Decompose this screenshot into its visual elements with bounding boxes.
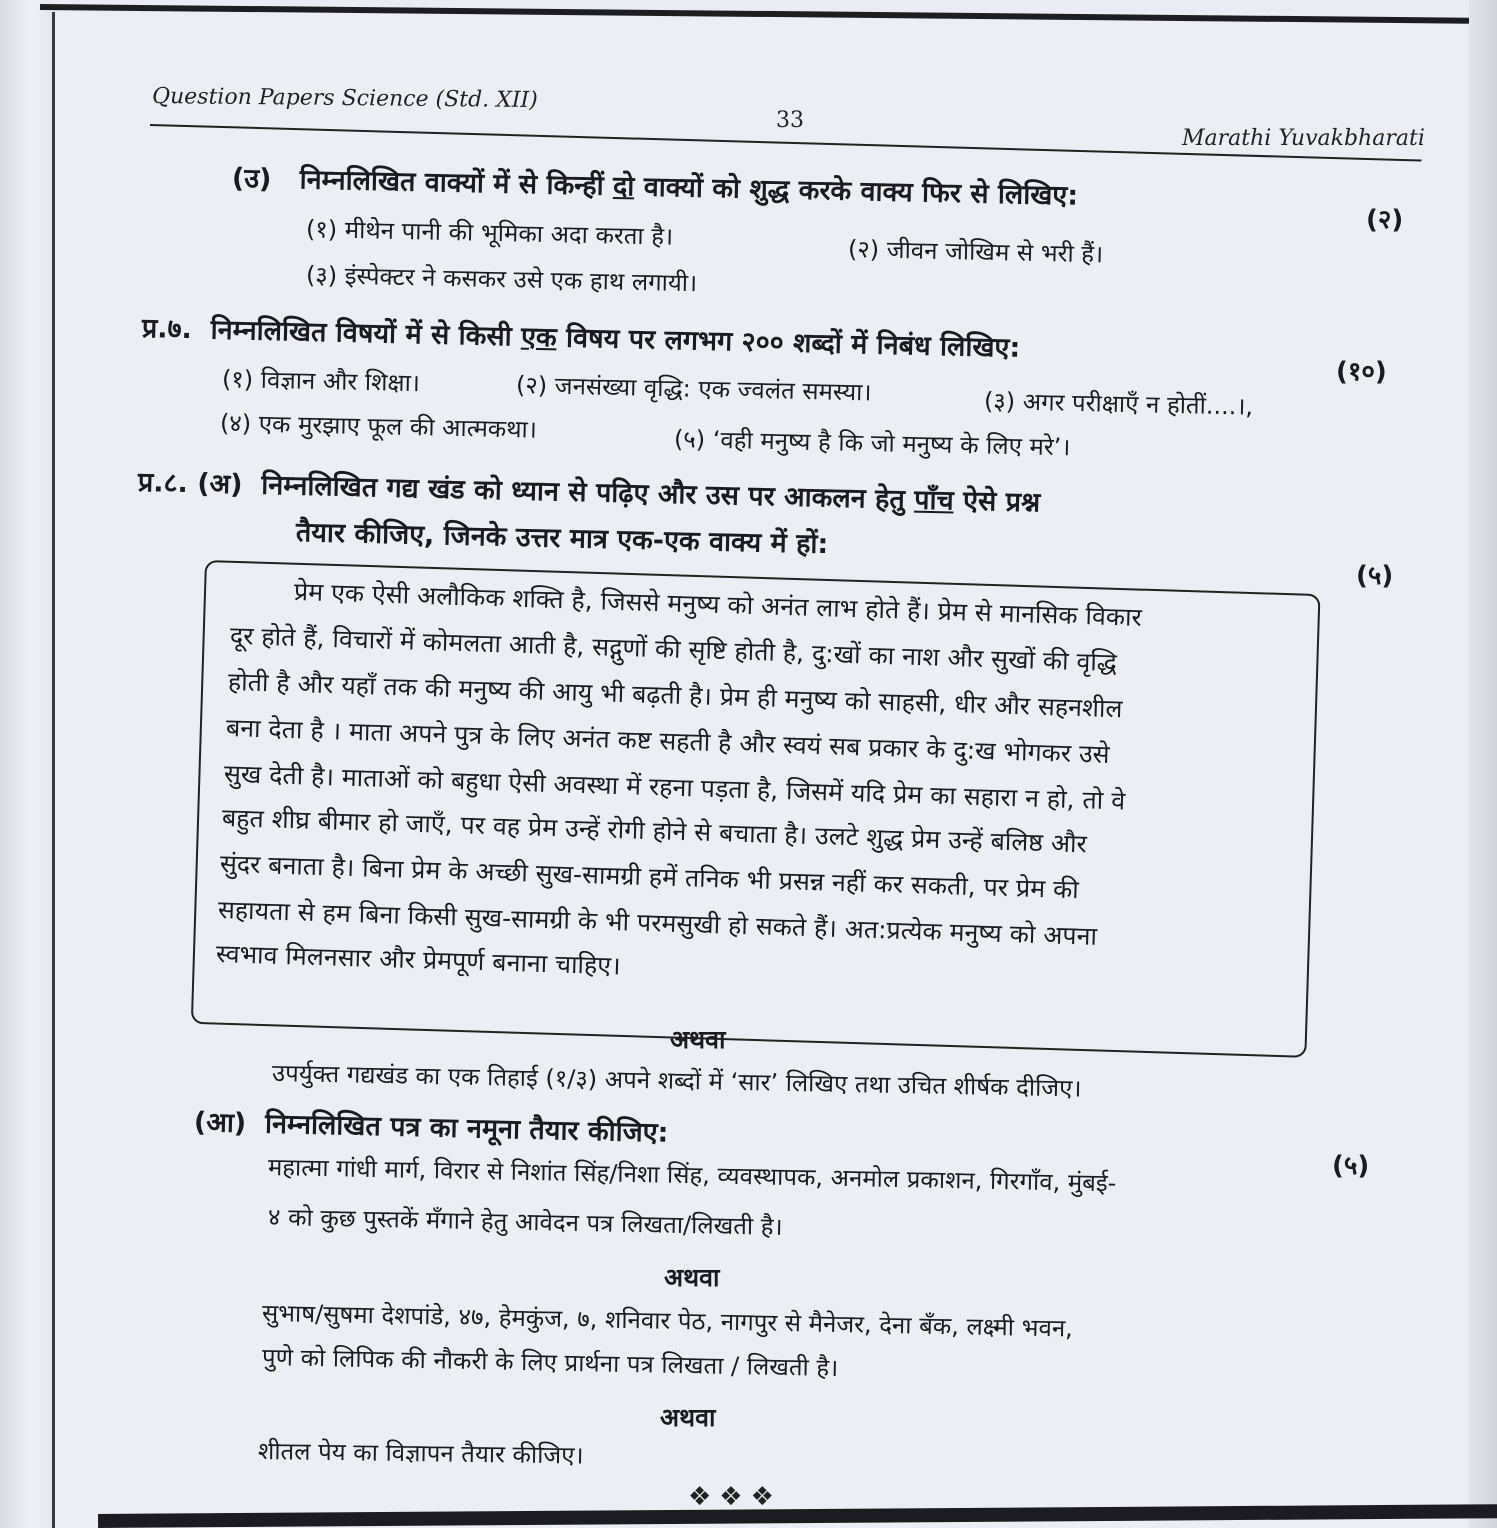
- question-label: (उ): [231, 163, 272, 195]
- passage-line: प्रेम एक ऐसी अलौकिक शक्ति है, जिससे मनुष्य को अनंत लाभ होते हैं। प्रेम से मानसिक विकार: [293, 577, 1143, 632]
- essay-topic-5: (५) ‘वही मनुष्य है कि जो मनुष्य के लिए मरे’।: [673, 425, 1071, 462]
- question-label: प्र.७.: [141, 313, 193, 346]
- section-end-ornament: ❖❖❖: [688, 1482, 782, 1512]
- passage-line: सुंदर बनाता है। बिना प्रेम के अच्छी सुख-सामग्री हमें तनिक भी प्रसन्न नहीं कर सकती, पर प्रेम की: [219, 849, 1080, 905]
- or-divider: अथवा: [670, 1025, 726, 1054]
- question-text: निम्नलिखित पत्र का नमूना तैयार कीजिए:: [264, 1108, 669, 1149]
- question-text: निम्नलिखित विषयों में से किसी: [210, 314, 522, 353]
- essay-topic-1: (१) विज्ञान और शिक्षा।: [221, 365, 421, 398]
- letter-option-2-line2: पुणे को लिपिक की नौकरी के लिए प्रार्थना पत्र लिखता / लिखती है।: [261, 1343, 839, 1383]
- question-text: वाक्यों को शुद्ध करके वाक्य फिर से लिखिए:: [634, 171, 1079, 212]
- underlined-word: पाँच: [913, 484, 955, 517]
- passage-line: सहायता से हम बिना किसी सुख-सामग्री के भी परमसुखी हो सकते हैं। अत:प्रत्येक मनुष्य को अपना: [217, 895, 1098, 951]
- letter-option-1-line2: ४ को कुछ पुस्तकें मँगाने हेतु आवेदन पत्र लिखता/लिखती है।: [267, 1203, 783, 1241]
- question-label: (आ): [193, 1107, 247, 1140]
- passage-line: सुख देती है। माताओं को बहुधा ऐसी अवस्था में रहना पड़ता है, जिसमें यदि प्रेम का सहारा न हो, तो वे: [223, 759, 1126, 816]
- or-divider: अथवा: [660, 1403, 716, 1432]
- passage-line: दूर होते हैं, विचारों में कोमलता आती है, सद्गुणों की सृष्टि होती है, दु:खों का नाश और सुखों की वृद्धि: [229, 621, 1118, 678]
- page-left-border: [52, 12, 55, 1528]
- running-header-left: Question Papers Science (Std. XII): [151, 83, 538, 114]
- essay-topic-3: (३) अगर परीक्षाएँ न होतीं....।,: [983, 387, 1254, 421]
- letter-option-1-line1: महात्मा गांधी मार्ग, विरार से निशांत सिंह/निशा सिंह, व्यवस्थापक, अनमोल प्रकाशन, गिरगाँव, मुंबई-: [267, 1153, 1117, 1198]
- page-gutter: [0, 0, 52, 1528]
- question-text: निम्नलिखित वाक्यों में से किन्हीं: [299, 164, 614, 202]
- sentence-item-1: (१) मीथेन पानी की भूमिका अदा करता है।: [305, 215, 674, 251]
- page-number: 33: [776, 108, 804, 133]
- question-text: निम्नलिखित गद्य खंड को ध्यान से पढ़िए और उस पर आकलन हेतु: [261, 469, 915, 516]
- marks-q8b: (५): [1332, 1151, 1370, 1181]
- underlined-word: दो: [612, 170, 635, 203]
- or-divider: अथवा: [664, 1263, 720, 1292]
- question-text: विषय पर लगभग २०० शब्दों में निबंध लिखिए:: [556, 322, 1021, 364]
- passage-line: बहुत शीघ्र बीमार हो जाएँ, पर वह प्रेम उन्हें रोगी होने से बचाता है। उलटे शुद्ध प्रेम उन्हें बलिष्ठ और: [221, 803, 1088, 859]
- marks-q8a: (५): [1356, 561, 1394, 591]
- sentence-item-2: (२) जीवन जोखिम से भरी हैं।: [847, 235, 1104, 269]
- passage-line: होती है और यहाँ तक की मनुष्य की आयु भी बढ़ती है। प्रेम ही मनुष्य को साहसी, धीर और सहनशील: [227, 667, 1123, 724]
- question-label: प्र.८. (अ): [137, 467, 243, 501]
- essay-topic-4: (४) एक मुरझाए फूल की आत्मकथा।: [219, 409, 538, 444]
- sentence-item-3: (३) इंस्पेक्टर ने कसकर उसे एक हाथ लगायी।: [305, 261, 698, 298]
- letter-option-2-line1: सुभाष/सुषमा देशपांडे, ४७, हेमकुंज, ७, शनिवार पेठ, नागपुर से मैनेजर, देना बँक, लक्ष्मी भवन,: [261, 1299, 1074, 1343]
- passage-line: स्वभाव मिलनसार और प्रेमपूर्ण बनाना चाहिए।: [215, 939, 622, 981]
- underlined-word: एक: [520, 321, 558, 354]
- marks-q6c: (२): [1366, 205, 1404, 235]
- marks-q7: (१०): [1336, 357, 1387, 387]
- advertisement-option: शीतल पेय का विज्ञापन तैयार कीजिए।: [257, 1437, 584, 1470]
- page-right-shadow: [1469, 0, 1497, 1528]
- question-text: ऐसे प्रश्न: [953, 485, 1041, 519]
- running-header-right: Marathi Yuvakbharati: [1182, 126, 1425, 151]
- passage-line: बना देता है । माता अपने पुत्र के लिए अनंत कष्ट सहती है और स्वयं सब प्रकार के दु:ख भोगकर उसे: [225, 713, 1111, 769]
- summary-alternative: उपर्युक्त गद्यखंड का एक तिहाई (१/३) अपने शब्दों में ‘सार’ लिखिए तथा उचित शीर्षक दीजिए।: [271, 1059, 1082, 1103]
- question-8a-heading-line2: तैयार कीजिए, जिनके उत्तर मात्र एक-एक वाक्य में हों:: [295, 517, 829, 561]
- essay-topic-2: (२) जनसंख्या वृद्धि: एक ज्वलंत समस्या।: [515, 371, 872, 407]
